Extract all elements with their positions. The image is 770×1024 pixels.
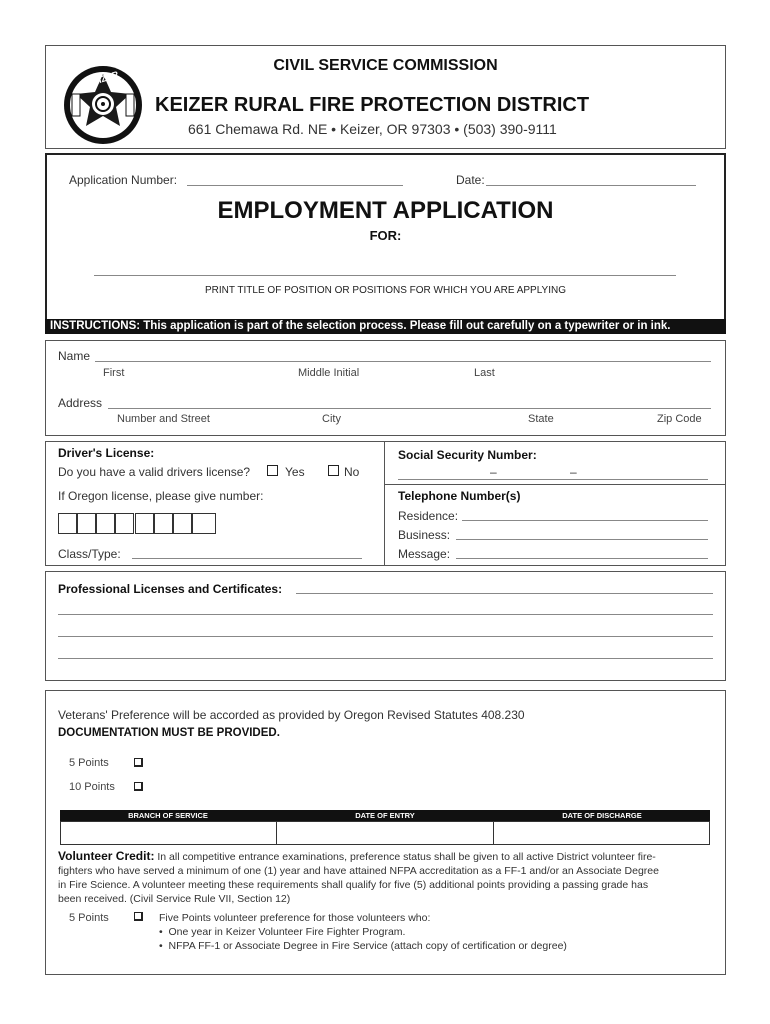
ssn-divider — [384, 484, 726, 485]
volunteer-bullet-1: • One year in Keizer Volunteer Fire Fighter Program. — [159, 926, 406, 938]
five-points-label: 5 Points — [69, 757, 109, 769]
instructions-text: INSTRUCTIONS: This application is part of the selection process. Please fill out carefully on a typewriter or in ink. — [50, 320, 671, 332]
date-of-discharge-cell[interactable] — [493, 821, 710, 845]
header-date-of-entry: DATE OF ENTRY — [355, 811, 415, 820]
name-field[interactable] — [95, 361, 711, 362]
business-field[interactable] — [456, 539, 708, 540]
position-title-field[interactable] — [94, 275, 676, 276]
message-label: Message: — [398, 547, 451, 561]
volunteer-bullet-2: • NFPA FF-1 or Associate Degree in Fire Service (attach copy of certification or degree) — [159, 940, 567, 952]
page-title: EMPLOYMENT APPLICATION — [217, 197, 554, 224]
veterans-preference-text: Veterans' Preference will be accorded as provided by Oregon Revised Statutes 408.230 — [58, 708, 525, 722]
address-field[interactable] — [108, 408, 711, 409]
license-yes-label: Yes — [285, 465, 305, 479]
print-title-note: PRINT TITLE OF POSITION OR POSITIONS FOR WHICH YOU ARE APPLYING — [205, 285, 566, 296]
ten-points-checkbox[interactable] — [134, 782, 143, 791]
volunteer-line-3: in Fire Science. A volunteer meeting these requirements shall qualify for five (5) additional points providing a passing grade has — [58, 879, 649, 891]
branch-of-service-cell[interactable] — [60, 821, 277, 845]
professional-line-3[interactable] — [58, 636, 713, 637]
class-type-field[interactable] — [132, 558, 362, 559]
professional-line-1[interactable] — [296, 593, 713, 594]
last-name-caption: Last — [474, 367, 495, 379]
street-caption: Number and Street — [117, 413, 210, 425]
professional-line-4[interactable] — [58, 658, 713, 659]
message-field[interactable] — [456, 558, 708, 559]
name-label: Name — [58, 349, 91, 363]
volunteer-line-2: fighters who have served a minimum of one (1) year and have attained NFPA accreditation as a FF-1 and/or an Associate Degree — [58, 865, 659, 877]
date-label: Date: — [456, 173, 485, 187]
fire-district-seal — [62, 64, 144, 146]
commission-heading: CIVIL SERVICE COMMISSION — [273, 57, 498, 74]
header-date-of-discharge: DATE OF DISCHARGE — [562, 811, 642, 820]
oregon-license-label: If Oregon license, please give number: — [58, 489, 264, 503]
license-number-boxes[interactable] — [58, 513, 218, 534]
telephone-heading: Telephone Number(s) — [398, 489, 521, 503]
volunteer-credit-paragraph — [58, 849, 718, 906]
first-name-caption: First — [103, 367, 125, 379]
state-caption: State — [528, 413, 554, 425]
volunteer-five-points-checkbox[interactable] — [134, 912, 143, 921]
ssn-label: Social Security Number: — [398, 448, 537, 462]
bullet-icon: • — [159, 926, 169, 938]
city-caption: City — [322, 413, 341, 425]
for-label: FOR: — [369, 228, 402, 243]
class-type-label: Class/Type: — [58, 547, 121, 561]
date-field[interactable] — [486, 185, 696, 186]
five-points-checkbox[interactable] — [134, 758, 143, 767]
ssn-dash-2: – — [570, 465, 577, 479]
professional-line-2[interactable] — [58, 614, 713, 615]
volunteer-five-points-label: 5 Points — [69, 912, 109, 924]
license-yes-checkbox[interactable] — [267, 465, 278, 476]
middle-initial-caption: Middle Initial — [298, 367, 360, 379]
zip-caption: Zip Code — [657, 413, 702, 425]
license-no-checkbox[interactable] — [328, 465, 339, 476]
professional-heading: Professional Licenses and Certificates: — [58, 582, 283, 596]
ssn-dash-1: – — [490, 465, 497, 479]
district-name: KEIZER RURAL FIRE PROTECTION DISTRICT — [155, 94, 590, 116]
bullet-icon: • — [159, 940, 169, 952]
license-no-label: No — [344, 465, 360, 479]
date-of-entry-cell[interactable] — [276, 821, 494, 845]
volunteer-five-points-text: Five Points volunteer preference for those volunteers who: — [159, 912, 431, 924]
documentation-note: DOCUMENTATION MUST BE PROVIDED. — [58, 727, 280, 739]
volunteer-credit-heading: Volunteer Credit: — [58, 849, 155, 863]
address-label: Address — [58, 396, 103, 410]
volunteer-line-4: been received. (Civil Service Rule VII, Section 12) — [58, 893, 291, 905]
header-branch-of-service: BRANCH OF SERVICE — [128, 811, 208, 820]
application-number-label: Application Number: — [69, 173, 178, 187]
ssn-field[interactable] — [398, 479, 708, 480]
district-address: 661 Chemawa Rd. NE • Keizer, OR 97303 • (503) 390-9111 — [188, 121, 557, 137]
drivers-license-heading: Driver's License: — [58, 446, 155, 460]
volunteer-line-1: In all competitive entrance examinations, preference status shall be given to all active District volunteer fire- — [157, 851, 656, 863]
seal-text-top: KEIZER — [85, 69, 120, 89]
residence-field[interactable] — [462, 520, 708, 521]
seal-text-bottom: FIRE DISTRICT — [89, 122, 117, 135]
ten-points-label: 10 Points — [69, 781, 115, 793]
business-label: Business: — [398, 528, 451, 542]
valid-license-question: Do you have a valid drivers license? — [58, 465, 251, 479]
application-number-field[interactable] — [187, 185, 403, 186]
residence-label: Residence: — [398, 509, 459, 523]
section-divider — [384, 441, 385, 566]
